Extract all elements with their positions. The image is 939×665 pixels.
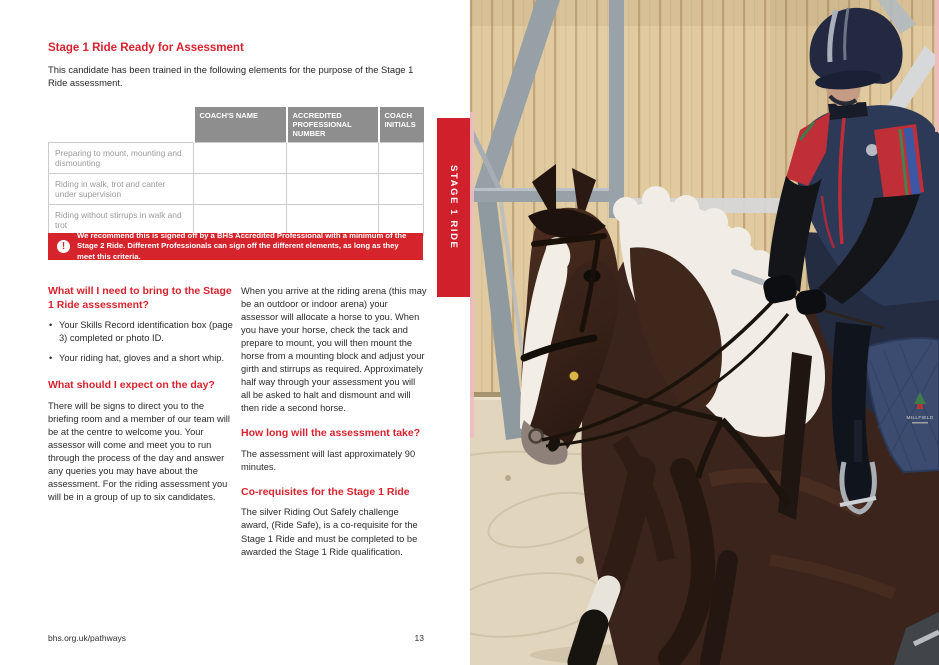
metal-post (609, 0, 624, 218)
empty-signature-cell (379, 174, 424, 205)
intro-paragraph: This candidate has been trained in the following elements for the purpose of the Stage 1 Ride assessment. (48, 64, 414, 88)
pad-logo-base (917, 404, 923, 409)
recommendation-text: We recommend this is signed off by a BHS Accredited Professional with a minimum of the Stage 2 Ride. Different Professionals can sign off the different elements, as long as they meet this criteria. (77, 231, 407, 261)
col-header-accredited-professional-number: ACCREDITED PROFESSIONAL NUMBER (287, 107, 379, 143)
saddle-pad-text: MILLFIELD (906, 416, 934, 421)
heading-corequisites: Co-requisites for the Stage 1 Ride (241, 485, 410, 498)
bring-list (48, 319, 234, 365)
row-label: Riding in walk, trot and canter under supervision (49, 174, 194, 205)
page-title: Stage 1 Ride Ready for Assessment (48, 42, 244, 54)
stage-1-ride-tab: STAGE 1 RIDE (437, 118, 470, 297)
exclamation-icon: ! (57, 240, 70, 253)
empty-signature-cell (194, 174, 287, 205)
photo-rider-on-horse (470, 0, 939, 665)
table-corner-cell (49, 107, 194, 143)
empty-signature-cell (287, 174, 379, 205)
list-item: • Your riding hat, gloves and a short whip. (59, 352, 234, 365)
empty-signature-cell (194, 143, 287, 174)
list-item: • Your Skills Record identification box (page 3) completed or photo ID. (59, 319, 234, 345)
plywood-knot (505, 475, 511, 481)
yellow-clip (570, 372, 579, 381)
table-header-row (49, 107, 424, 143)
heading-what-to-bring: What will I need to bring to the Stage 1 Ride assessment? (48, 285, 232, 311)
page-footer (48, 633, 424, 643)
corequisites-paragraph: The silver Riding Out Safely challenge award, (Ride Safe), is a co-requisite for the Stage 1 Ride and must be completed to be awarded the Stage 1 Ride qualification. (241, 507, 418, 557)
chest-badge (866, 144, 878, 156)
skills-sign-off-table (48, 107, 424, 236)
pink-edge-strip (935, 0, 939, 132)
left-text-column (48, 285, 234, 516)
footer-url[interactable]: bhs.org.uk/pathways (48, 633, 126, 643)
table-row (49, 143, 424, 174)
expect-paragraph: There will be signs to direct you to the briefing room and a member of our team will be at the centre to welcome you. Your assessor will come and meet you to run through the process of the day and answer any queries you may have about the assessment. For the riding assessment you will be in a group of up to six candidates. (48, 400, 230, 503)
page-number: 13 (414, 633, 424, 643)
plywood-knot (576, 556, 584, 564)
duration-paragraph: The assessment will last approximately 90 minutes. (241, 448, 416, 472)
empty-signature-cell (379, 143, 424, 174)
col-header-coach-initials: COACH INITIALS (379, 107, 424, 143)
heading-assessment-duration: How long will the assessment take? (241, 427, 421, 440)
pink-edge-strip (470, 112, 474, 438)
arena-paragraph: When you arrive at the riding arena (this may be an outdoor or indoor arena) your assessor will allocate a horse to you. When you have your horse, check the tack and prepare to mount, you will then mount the horse from a mounting block and adjust your girth and stirrups as required. Approximately half way through your assessment you will all be asked to halt and dismount and will then ride a second horse. (241, 286, 427, 414)
empty-signature-cell (287, 143, 379, 174)
row-label: Riding without stirrups in walk and trot (49, 205, 194, 236)
row-label: Preparing to mount, mounting and dismounting (49, 143, 194, 174)
middle-text-column (241, 285, 427, 571)
leg-boot (582, 624, 594, 662)
heading-what-to-expect: What should I expect on the day? (48, 379, 215, 392)
table-row (49, 174, 424, 205)
recommendation-banner (48, 233, 423, 260)
col-header-coachs-name: COACH'S NAME (194, 107, 287, 143)
